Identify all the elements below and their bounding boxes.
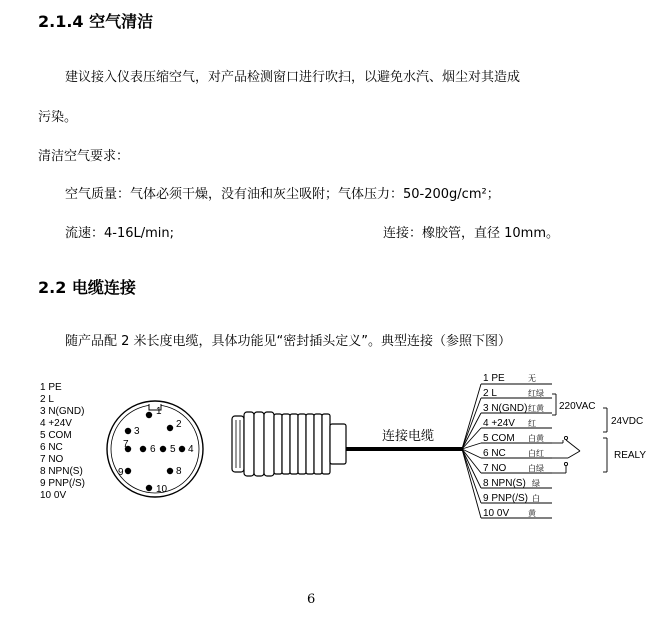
pin-list-item: 9 PNP(/S)	[40, 478, 86, 489]
pin-list-item: 7 NO	[40, 454, 64, 465]
wire-pin-label: 10 0V	[483, 508, 510, 519]
wire-color-label: 绿	[532, 479, 540, 488]
connection-text: 连接：橡胶管，直径 10mm。	[383, 226, 560, 241]
wire-pin-label: 8 NPN(S)	[483, 478, 526, 489]
page-number: 6	[307, 592, 316, 607]
requirements-title: 清洁空气要求：	[38, 149, 130, 164]
pin-number: 6	[150, 444, 156, 455]
pin-list-item: 1 PE	[40, 382, 62, 393]
paragraph-line: 建议接入仪表压缩空气，对产品检测窗口进行吹扫，以避免水汽、烟尘对其造成	[65, 70, 521, 85]
label-realy: REALY	[614, 450, 647, 461]
pin-list-item: 4 +24V	[40, 418, 72, 429]
wire-pin-label: 4 +24V	[483, 418, 515, 429]
relay-switch-symbol	[552, 436, 580, 473]
pin-number: 9	[118, 467, 124, 478]
bracket-220vac	[552, 394, 556, 415]
wire-color-label: 无	[528, 374, 536, 383]
wire-color-label: 红	[528, 419, 536, 428]
pin-list-item: 8 NPN(S)	[40, 466, 83, 477]
wire-color-label: 红黄	[528, 404, 544, 413]
pin-number: 5	[170, 444, 176, 455]
section-title-2-2: 2.2 电缆连接	[38, 278, 136, 297]
connector-pin	[125, 468, 131, 474]
wire-pin-label: 9 PNP(/S)	[483, 493, 529, 504]
pin-number: 1	[156, 406, 162, 417]
pin-list-item: 6 NC	[40, 442, 63, 453]
plug-body	[232, 412, 346, 476]
connector-face	[107, 401, 203, 497]
connector-pin	[140, 446, 146, 452]
wire-labels	[483, 373, 545, 519]
pin-number: 8	[176, 466, 182, 477]
pin-number: 4	[188, 444, 194, 455]
wire-color-label: 红绿	[528, 389, 544, 398]
pin-number: 7	[123, 439, 129, 450]
wire-pin-label: 6 NC	[483, 448, 506, 459]
pin-number: 2	[176, 419, 182, 430]
connector-pin	[167, 468, 173, 474]
pin-number: 3	[134, 426, 140, 437]
bracket-24vdc	[603, 408, 607, 432]
wire-pin-label: 2 L	[483, 388, 497, 399]
paragraph-line: 污染。	[38, 110, 78, 125]
bracket-realy	[603, 438, 607, 472]
cable-label: 连接电缆	[382, 429, 435, 444]
pin-list-item: 5 COM	[40, 430, 72, 441]
wire-color-label: 白绿	[528, 464, 544, 473]
connector-pin	[167, 425, 173, 431]
section-title-2-1-4: 2.1.4 空气清洁	[38, 12, 154, 31]
pin-list-item: 10 0V	[40, 490, 67, 501]
wire-pin-label: 7 NO	[483, 463, 507, 474]
wire-color-label: 白红	[528, 449, 544, 458]
pin-list-item: 2 L	[40, 394, 54, 405]
flow-rate-text: 流速：4-16L/min;	[65, 226, 175, 241]
air-quality-text: 空气质量：气体必须干燥，没有油和灰尘吸附；气体压力：50-200g/cm²；	[65, 187, 500, 202]
cable-paragraph: 随产品配 2 米长度电缆，具体功能见“密封插头定义”。典型连接（参照下图）	[65, 334, 512, 349]
pin-list-item: 3 N(GND)	[40, 406, 85, 417]
wire-pin-label: 5 COM	[483, 433, 515, 444]
connector-pin	[125, 428, 131, 434]
connector-pin	[146, 485, 152, 491]
label-220vac: 220VAC	[559, 401, 596, 412]
label-24vdc: 24VDC	[611, 416, 644, 427]
wire-color-label: 黄	[528, 509, 536, 518]
wire-pin-label: 3 N(GND)	[483, 403, 528, 414]
connector-pin	[179, 446, 185, 452]
pin-list	[40, 382, 85, 501]
wire-color-label: 白	[532, 494, 540, 503]
wire-pin-label: 1 PE	[483, 373, 505, 384]
pin-number: 10	[156, 484, 168, 495]
wire-color-label: 白黄	[528, 434, 544, 443]
connector-pin	[146, 412, 152, 418]
connector-pin	[160, 446, 166, 452]
